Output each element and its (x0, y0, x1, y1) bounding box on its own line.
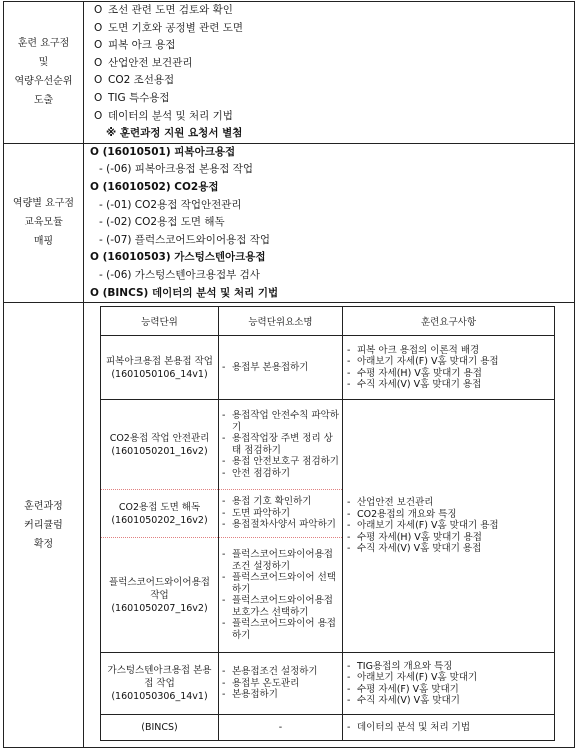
list-item (347, 532, 550, 544)
list-item (222, 572, 339, 595)
list-item (222, 618, 339, 641)
dash-bullet: - (222, 666, 226, 678)
curriculum-header-row (101, 307, 555, 336)
dash-bullet: - (222, 433, 226, 445)
unit-name: 플럭스코어드와이어용접 작업 (109, 576, 210, 601)
circle-bullet-icon: O (94, 4, 103, 16)
dash-bullet: - (347, 695, 351, 707)
table-row (101, 400, 555, 490)
list-item (222, 362, 339, 374)
element-cell (219, 653, 343, 715)
unit-cell (101, 400, 219, 490)
dash-bullet: - (347, 497, 351, 509)
element-text: 용접작업 안전수칙 파악하기 (232, 410, 339, 433)
list-item (347, 672, 550, 684)
unit-cell (101, 336, 219, 400)
submodule-line: - (-06) 피복아크용접 본용접 작업 (99, 163, 254, 176)
dash-bullet: - (222, 618, 226, 630)
circle-bullet-icon: O (94, 74, 103, 87)
table-row (101, 336, 555, 400)
row1-label-line: 도출 (33, 95, 54, 107)
row2-label-line: 교육모듈 (24, 217, 63, 229)
row-module-mapping (4, 143, 575, 302)
submodule-line: - (-02) CO2용접 도면 해독 (99, 216, 225, 229)
list-item (94, 72, 568, 90)
element-text: 용접부 온도관리 (232, 677, 300, 689)
module-line: O (16010501) 피복아크용접 (90, 145, 236, 158)
requirement-cell (343, 400, 555, 653)
row1-label-line: 역량우선순위 (14, 76, 73, 88)
circle-bullet-icon: O (94, 39, 103, 52)
row3-label-line: 커리큘럼 (24, 519, 63, 531)
element-text: 플럭스코어드와이어 선택하기 (232, 572, 336, 595)
list-item (347, 520, 550, 532)
requirement-cell (343, 336, 555, 400)
list-item (347, 684, 550, 696)
dash-bullet: - (347, 379, 351, 391)
list-item (222, 689, 339, 701)
list-item (222, 666, 339, 678)
row3-label (4, 303, 84, 748)
circle-bullet-icon: O (94, 91, 103, 104)
row2-label-line: 매핑 (33, 236, 54, 248)
list-item (347, 722, 550, 734)
dash-bullet: - (347, 721, 351, 733)
list-item (347, 368, 550, 380)
list-item (347, 543, 550, 555)
note-attachment: ※ 훈련과정 지원 요청서 별첨 (106, 127, 243, 140)
header-unit: 능력단위 (101, 307, 219, 336)
submodule-line: - (-06) 가스텅스텐아크용접부 검사 (99, 268, 260, 281)
requirement-text: 아래보기 자세(F) V홈 맞대기 (357, 672, 478, 684)
list-item (347, 695, 550, 707)
list-item (347, 509, 550, 521)
circle-bullet-icon: O (94, 109, 103, 122)
dash-bullet: - (347, 520, 351, 532)
row3-label-line: 확정 (33, 538, 54, 550)
element-text: 용접부 본용접하기 (232, 361, 309, 373)
submodule-line: - (-01) CO2용접 작업안전관리 (99, 198, 242, 211)
requirement-text: TIG용접의 개요와 특징 (357, 660, 453, 672)
unit-name: 가스텅스텐아크용접 본용접 작업 (107, 665, 212, 690)
row1-label-line: 및 (38, 57, 49, 69)
unit-name: CO2용접 도면 해독 (118, 501, 201, 513)
list-item (222, 508, 339, 520)
element-text: 플럭스코어드와이어 용접하기 (232, 618, 336, 641)
dash-bullet: - (222, 496, 226, 508)
element-cell (219, 336, 343, 400)
element-text: 플럭스코어드와이어용접 조건 설정하기 (232, 549, 333, 572)
dash-bullet: - (347, 660, 351, 672)
unit-cell (101, 490, 219, 538)
element-text: 용접 안전보호구 점검하기 (232, 456, 339, 468)
requirement-text: 데이터의 분석 및 처리 기법 (357, 721, 471, 733)
requirement-text: 수평 자세(H) V홈 맞대기 용접 (357, 367, 482, 379)
curriculum-table (100, 306, 555, 741)
dash-bullet: - (222, 456, 226, 468)
list-item (222, 468, 339, 480)
requirement-text: 수직 자세(V) V홈 맞대기 용접 (357, 543, 482, 555)
list-item (347, 356, 550, 368)
requirement-text: 수평 자세(F) V홈 맞대기 (357, 683, 459, 695)
unit-code: (1601050106_14v1) (111, 368, 208, 380)
list-item (222, 595, 339, 618)
module-line: O (16010502) CO2용접 (90, 180, 219, 193)
element-text: 도면 파악하기 (232, 507, 291, 519)
row-training-needs (4, 2, 575, 144)
dash-bullet: - (222, 595, 226, 607)
dash-bullet: - (222, 467, 226, 479)
unit-name: 피복아크용접 본용접 작업 (106, 355, 213, 367)
dash-bullet: - (347, 344, 351, 356)
dash-bullet: - (347, 367, 351, 379)
requirement-text: 산업안전 보건관리 (357, 497, 434, 509)
dash-bullet: - (347, 672, 351, 684)
element-cell (219, 400, 343, 490)
dash-bullet: - (222, 677, 226, 689)
requirement-text: 수평 자세(H) V홈 맞대기 용접 (357, 531, 482, 543)
list-item (222, 433, 339, 456)
requirement-cell (343, 715, 555, 741)
row2-label (4, 143, 84, 302)
list-item (222, 678, 339, 690)
list-item (222, 456, 339, 468)
item-text: 조선 관련 도면 검토와 확인 (108, 4, 233, 16)
row1-content (84, 2, 575, 144)
training-plan-table (3, 1, 575, 748)
module-line: O (BINCS) 데이터의 분석 및 처리 기법 (90, 286, 279, 299)
header-requirement: 훈련요구사항 (343, 307, 555, 336)
row-curriculum (4, 303, 575, 748)
circle-bullet-icon: O (94, 56, 103, 69)
unit-code: (1601050306_14v1) (111, 691, 208, 703)
list-item (222, 549, 339, 572)
dash-bullet: - (222, 519, 226, 531)
dash-bullet: - (222, 361, 226, 373)
requirement-text: 아래보기 자세(F) V홈 맞대기 용접 (357, 356, 499, 368)
dash-bullet: - (222, 689, 226, 701)
list-item (222, 519, 339, 531)
row1-label (4, 2, 84, 144)
table-row (101, 653, 555, 715)
circle-bullet-icon: O (94, 21, 103, 34)
list-item (94, 108, 568, 126)
module-line: O (16010503) 가스텅스텐아크용접 (90, 251, 266, 264)
unit-cell (101, 715, 219, 741)
list-item (222, 496, 339, 508)
element-text: 용접절차사양서 파악하기 (232, 519, 336, 531)
requirement-text: 수직 자세(V) V홈 맞대기 용접 (357, 379, 482, 391)
item-text: 피복 아크 용접 (108, 39, 176, 52)
list-item (347, 345, 550, 357)
list-item (222, 410, 339, 433)
unit-cell (101, 538, 219, 653)
submodule-line: - (-07) 플럭스코어드와이어용접 작업 (99, 233, 271, 246)
requirement-text: CO2용접의 개요와 특징 (357, 508, 457, 520)
element-text: 본용접조건 설정하기 (232, 666, 318, 678)
dash-bullet: - (222, 410, 226, 422)
dash-bullet: - (222, 572, 226, 584)
unit-code: (1601050201_16v2) (111, 445, 208, 457)
unit-code: (1601050202_16v2) (111, 514, 208, 526)
unit-cell (101, 653, 219, 715)
list-item (347, 497, 550, 509)
element-text: 용접작업장 주변 정리 상태 점검하기 (232, 433, 333, 456)
element-text: 안전 점검하기 (232, 467, 291, 479)
requirement-text: 피복 아크 용접의 이론적 배경 (357, 344, 480, 356)
dash-bullet: - (222, 507, 226, 519)
element-cell (219, 490, 343, 538)
dash-bullet: - (347, 508, 351, 520)
unit-name: CO2용접 작업 안전관리 (109, 432, 210, 444)
list-item (94, 55, 568, 73)
unit-name: (BINCS) (141, 722, 178, 734)
dash-bullet: - (347, 543, 351, 555)
list-item (94, 20, 568, 38)
header-element: 능력단위요소명 (219, 307, 343, 336)
row2-label-line: 역량별 요구점 (12, 198, 75, 210)
dash-bullet: - (347, 683, 351, 695)
requirement-text: 아래보기 자세(F) V홈 맞대기 용접 (357, 520, 499, 532)
item-text: TIG 특수용접 (108, 91, 170, 104)
list-item (347, 379, 550, 391)
list-item (347, 661, 550, 673)
requirement-cell (343, 653, 555, 715)
unit-code: (1601050207_16v2) (111, 602, 208, 614)
dash-bullet: - (347, 531, 351, 543)
element-text: 플럭스코어드와이어용접 보호가스 선택하기 (232, 595, 333, 618)
element-text: 용접 기호 확인하기 (232, 496, 312, 508)
row3-content (84, 303, 575, 748)
row2-content (84, 143, 575, 302)
list-item (94, 37, 568, 55)
dash-bullet: - (347, 356, 351, 368)
row1-label-line: 훈련 요구점 (17, 38, 70, 50)
item-text: CO2 조선용접 (108, 74, 175, 87)
table-row (101, 715, 555, 741)
list-item (94, 90, 568, 108)
element-cell (219, 538, 343, 653)
item-text: 도면 기호와 공정별 관련 도면 (108, 21, 244, 34)
item-text: 데이터의 분석 및 처리 기법 (108, 109, 233, 122)
dash-bullet: - (222, 549, 226, 561)
list-item (94, 2, 568, 20)
element-text: 본용접하기 (232, 689, 278, 701)
row3-label-line: 훈련과정 (24, 500, 63, 512)
requirement-text: 수직 자세(V) V홈 맞대기 (357, 695, 460, 707)
element-cell: - (219, 715, 343, 741)
item-text: 산업안전 보건관리 (108, 56, 193, 69)
